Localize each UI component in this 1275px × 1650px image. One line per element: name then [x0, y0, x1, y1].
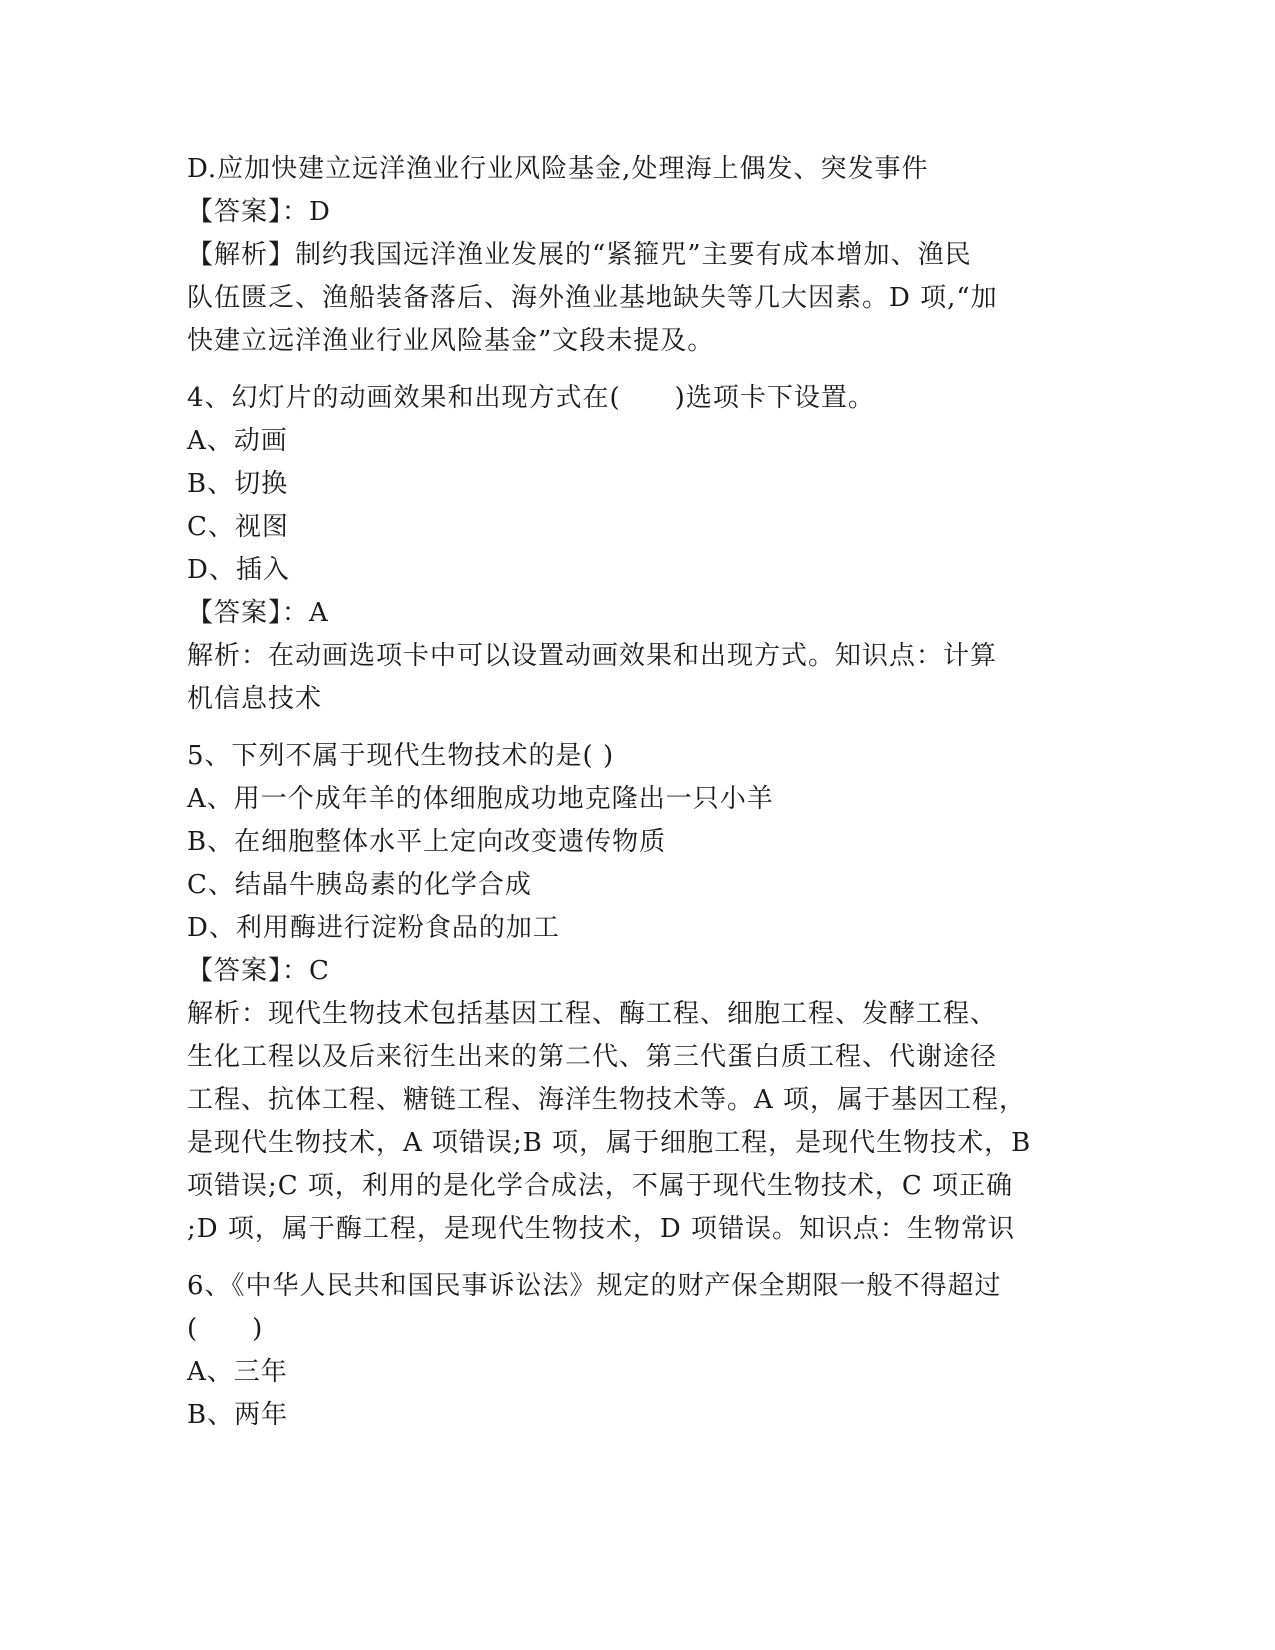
q5-option-c: C、结晶牛胰岛素的化学合成 — [187, 870, 532, 900]
q5-analysis-line: ;D 项，属于酶工程，是现代生物技术，D 项错误。知识点：生物常识 — [187, 1214, 1015, 1244]
q3-answer: 【答案】：D — [187, 197, 331, 227]
q6-option-a: A、三年 — [187, 1357, 288, 1387]
q4-analysis-line: 解析：在动画选项卡中可以设置动画效果和出现方式。知识点：计算 — [187, 641, 998, 671]
q5-answer: 【答案】：C — [187, 956, 330, 986]
q6-option-b: B、两年 — [187, 1400, 289, 1430]
q3-analysis-line: 【解析】制约我国远洋渔业发展的“紧箍咒”主要有成本增加、渔民 — [187, 240, 972, 270]
q5-option-a: A、用一个成年羊的体细胞成功地克隆出一只小羊 — [187, 784, 774, 814]
q4-option-a: A、动画 — [187, 426, 288, 456]
q5-analysis-line: 解析：现代生物技术包括基因工程、酶工程、细胞工程、发酵工程、 — [187, 999, 998, 1029]
q3-option-d: D.应加快建立远洋渔业行业风险基金,处理海上偶发、突发事件 — [187, 154, 929, 184]
q5-analysis-line: 生化工程以及后来衍生出来的第二代、第三代蛋白质工程、代谢途径 — [187, 1042, 998, 1072]
question-3-tail — [187, 148, 1087, 363]
q5-analysis-line: 项错误;C 项，利用的是化学合成法，不属于现代生物技术，C 项正确 — [187, 1171, 1014, 1201]
q5-option-d: D、利用酶进行淀粉食品的加工 — [187, 913, 560, 943]
question-6 — [187, 1265, 1087, 1437]
q4-option-b: B、切换 — [187, 469, 289, 499]
q4-option-d: D、插入 — [187, 555, 290, 585]
q5-analysis-line: 是现代生物技术，A 项错误;B 项，属于细胞工程，是现代生物技术，B — [187, 1128, 1032, 1158]
question-5 — [187, 735, 1087, 1251]
q3-analysis-line: 快建立远洋渔业行业风险基金”文段未提及。 — [187, 326, 715, 356]
q4-stem: 4、幻灯片的动画效果和出现方式在( )选项卡下设置。 — [187, 383, 875, 413]
q6-stem-line: ( ) — [187, 1314, 264, 1344]
q4-answer: 【答案】：A — [187, 598, 329, 628]
document-page — [187, 148, 1087, 1437]
q6-stem-line: 6、《中华人民共和国民事诉讼法》规定的财产保全期限一般不得超过 — [187, 1271, 1002, 1301]
q4-analysis-line: 机信息技术 — [187, 684, 323, 714]
q5-stem: 5、下列不属于现代生物技术的是( ) — [187, 741, 615, 771]
question-4 — [187, 377, 1087, 721]
q5-option-b: B、在细胞整体水平上定向改变遗传物质 — [187, 827, 667, 857]
q5-analysis-line: 工程、抗体工程、糖链工程、海洋生物技术等。A 项，属于基因工程， — [187, 1085, 1027, 1115]
q3-analysis-line: 队伍匮乏、渔船装备落后、海外渔业基地缺失等几大因素。D 项,“加 — [187, 283, 998, 313]
q4-option-c: C、视图 — [187, 512, 289, 542]
